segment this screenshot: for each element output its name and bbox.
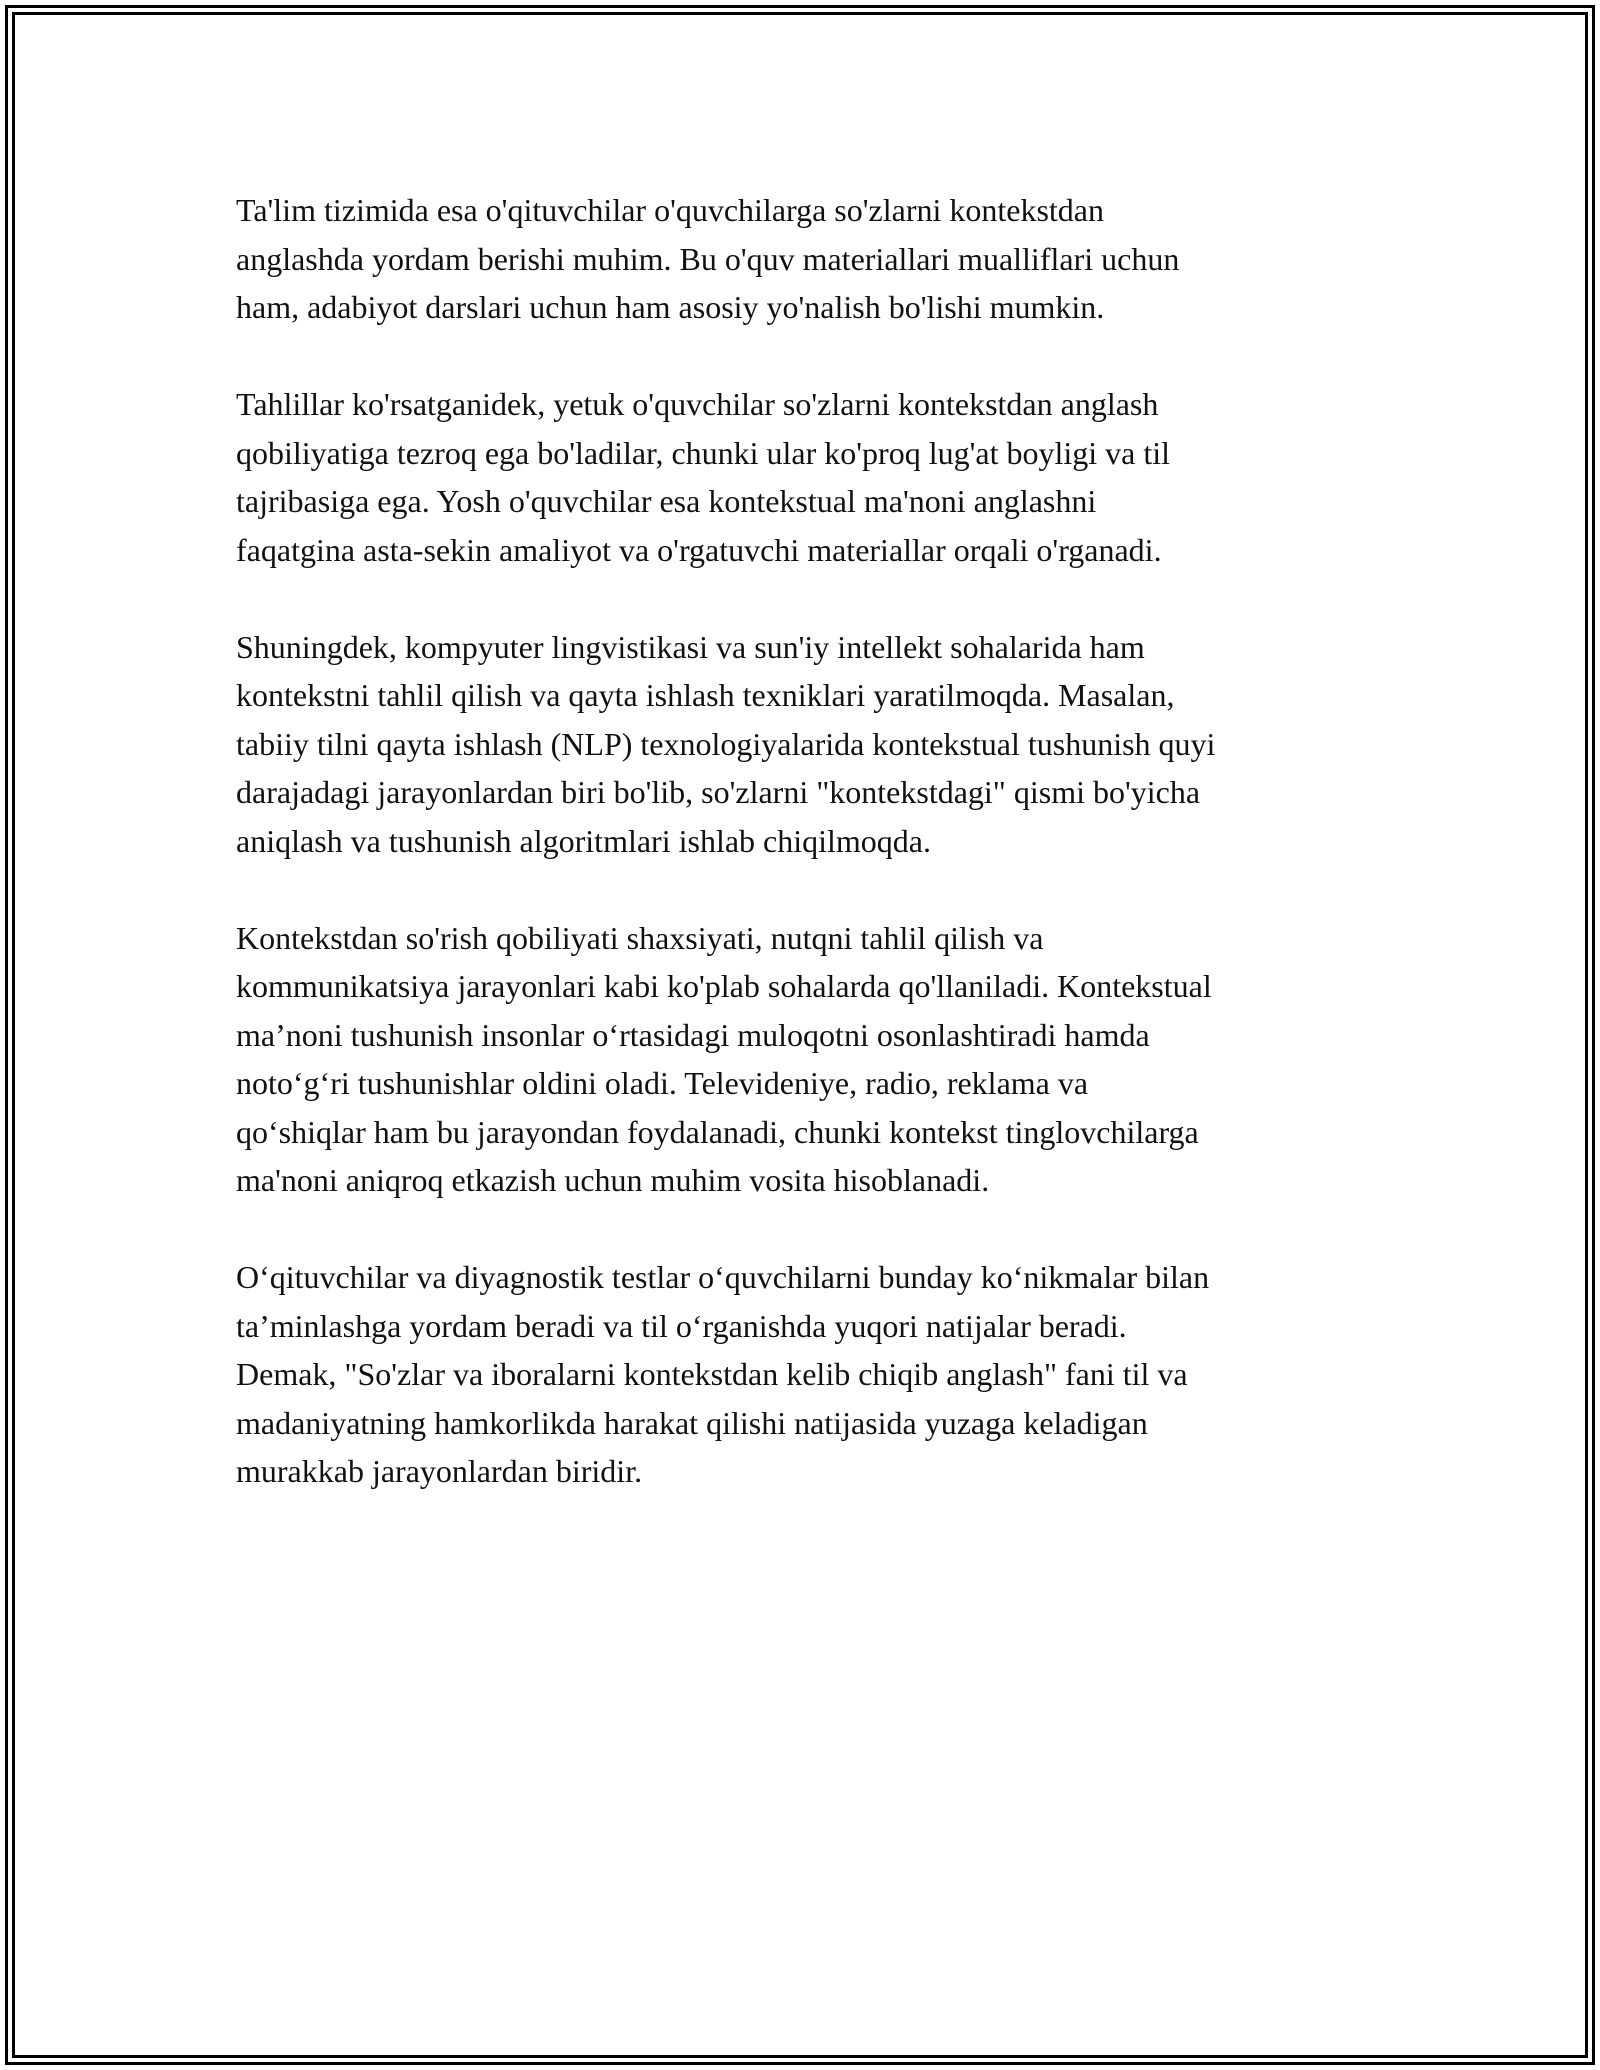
paragraph: Tahlillar ko'rsatganidek, yetuk o'quvchilar so'zlarni kontekstdan anglash qobiliyatiga tezroq ega bo'ladilar, chunki ular ko'proq lug'at boyligi va til tajribasiga ega. Yosh o'quvchilar esa kontekstual ma'noni anglashni faqatgina asta-sekin amaliyot va o'rgatuvchi materiallar orqali o'rganadi.	[236, 386, 1170, 568]
paragraph: Ta'lim tizimida esa o'qituvchilar o'quvchilarga so'zlarni kontekstdan anglashda yordam berishi muhim. Bu o'quv materiallari mualliflari uchun ham, adabiyot darslari uchun ham asosiy yo'nalish bo'lishi mumkin.	[236, 192, 1180, 325]
paragraph: Kontekstdan so'rish qobiliyati shaxsiyati, nutqni tahlil qilish va kommunikatsiya jarayonlari kabi ko'plab sohalarda qo'llaniladi. Kontekstual ma’noni tushunish insonlar o‘rtasidagi muloqotni osonlashtiradi hamda noto‘g‘ri tushunishlar oldini oladi. Televideniye, radio, reklama va qo‘shiqlar ham bu jarayondan foydalanadi, chunki kontekst tinglovchilarga ma'noni aniqroq etkazish uchun muhim vosita hisoblanadi.	[236, 919, 1212, 1198]
paragraph: O‘qituvchilar va diyagnostik testlar o‘quvchilarni bunday ko‘nikmalar bilan ta’minlashga yordam beradi va til o‘rganishda yuqori natijalar beradi. Demak, "So'zlar va iboralarni kontekstdan kelib chiqib anglash" fani til va madaniyatning hamkorlikda harakat qilishi natijasida yuzaga keladigan murakkab jarayonlardan biridir.	[236, 1259, 1210, 1489]
document-body	[236, 186, 1366, 1544]
paragraph: Shuningdek, kompyuter lingvistikasi va sun'iy intellekt sohalarida ham kontekstni tahlil qilish va qayta ishlash texniklari yaratilmoqda. Masalan, tabiiy tilni qayta ishlash (NLP) texnologiyalarida kontekstual tushunish quyi darajadagi jarayonlardan biri bo'lib, so'zlarni "kontekstdagi" qismi bo'yicha aniqlash va tushunish algoritmlari ishlab chiqilmoqda.	[236, 628, 1216, 859]
